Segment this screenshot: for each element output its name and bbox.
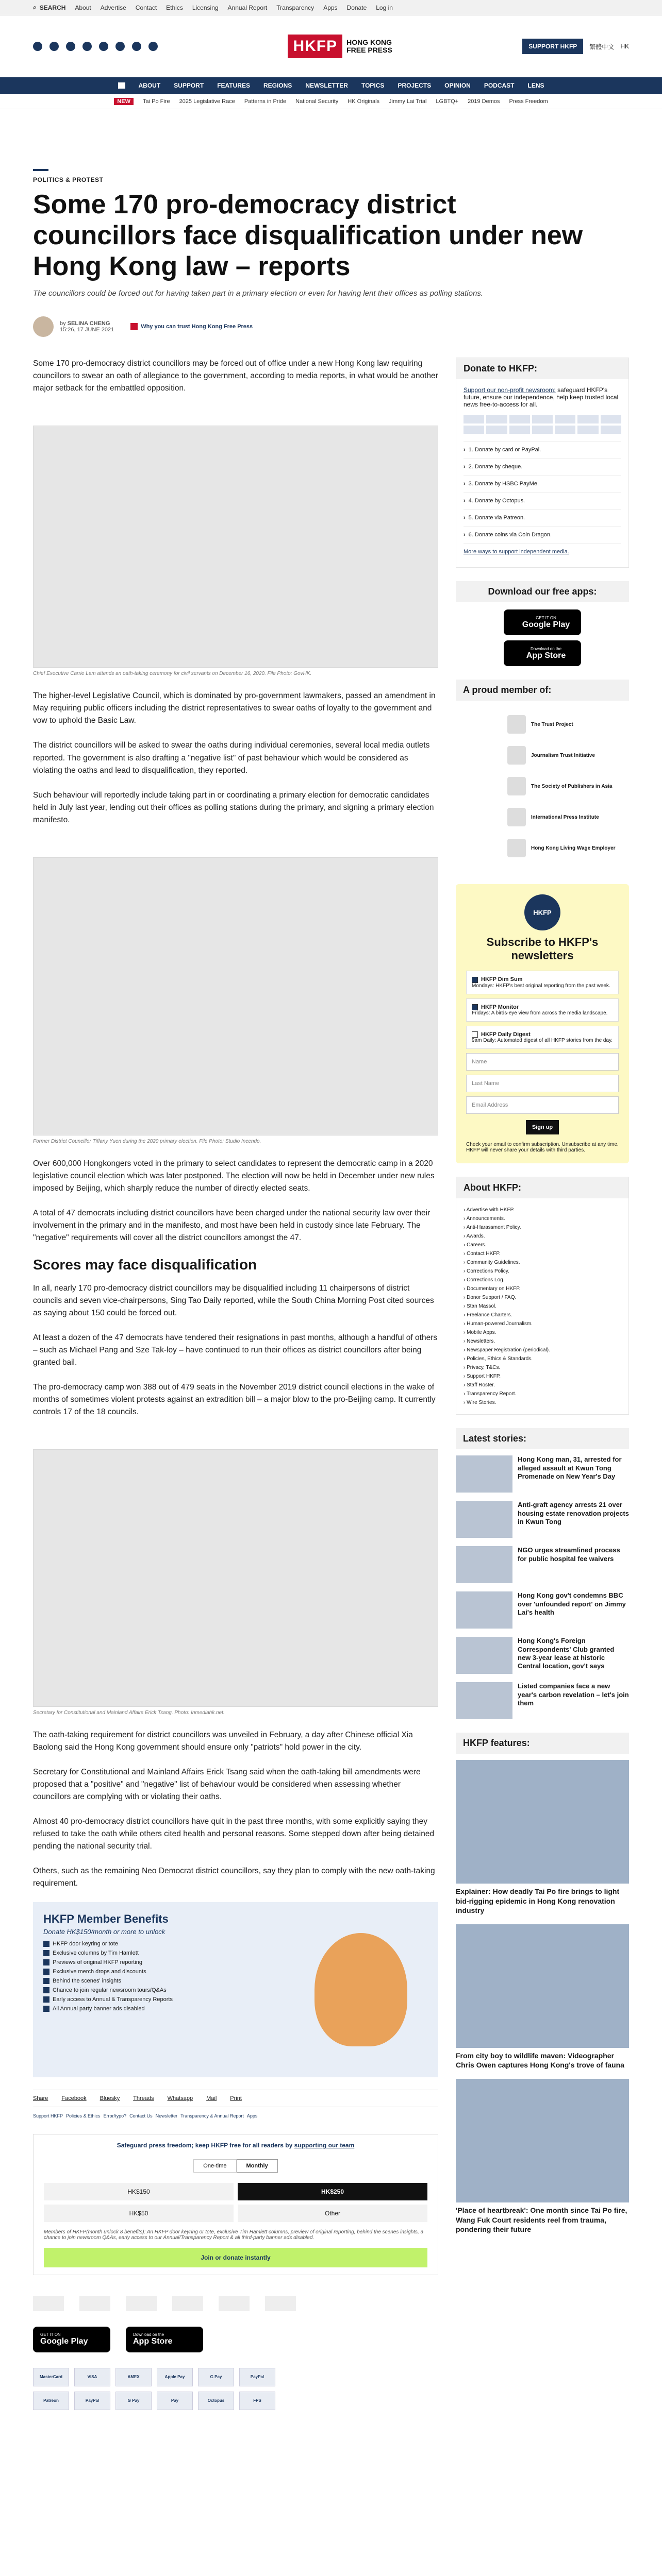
share-link[interactable]: Threads xyxy=(133,2095,154,2102)
google-play-button[interactable]: GET IT ON Google Play xyxy=(33,2327,110,2352)
footer-link[interactable]: Error/typo? xyxy=(103,2113,127,2119)
checkbox[interactable] xyxy=(472,1031,478,1038)
story-title: Listed companies face a new year's carbon revelation – let's join them xyxy=(518,1682,629,1707)
org-logo xyxy=(507,777,526,795)
payment-logos xyxy=(33,2368,280,2410)
photo-caption: Secretary for Constitutional and Mainland Affairs Erick Tsang. Photo: Inmediahk.net. xyxy=(33,1709,225,1716)
header-actions xyxy=(522,39,629,54)
payment-logo: FPS xyxy=(239,2392,275,2410)
nav-item[interactable]: TOPICS xyxy=(361,82,385,89)
feature-story[interactable] xyxy=(456,2079,629,2234)
telegram-icon[interactable] xyxy=(132,42,141,51)
checkbox[interactable] xyxy=(472,1004,478,1010)
story-title: Hong Kong gov't condemns BBC over 'unfounded report' on Jimmy Lai's health xyxy=(518,1591,626,1616)
org-name: Journalism Trust Initiative xyxy=(531,752,595,758)
benefit-label: HKFP door keyring or tote xyxy=(53,1940,118,1947)
utility-link[interactable]: Transparency xyxy=(276,4,315,11)
threads-icon[interactable] xyxy=(82,42,92,51)
photo-caption: Chief Executive Carrie Lam attends an oath-taking ceremony for civil servants on December 16, 2020. File Photo: GovHK. xyxy=(33,671,312,677)
story-thumbnail xyxy=(456,1501,512,1538)
amount-option[interactable]: Other xyxy=(238,2205,427,2222)
search-button[interactable]: ⌕ SEARCH xyxy=(33,4,66,11)
latest-story[interactable] xyxy=(456,1455,629,1493)
story-thumbnail xyxy=(456,1682,512,1719)
utility-links xyxy=(75,4,393,11)
member-logos xyxy=(33,2296,438,2311)
about-link[interactable]: › Mobile Apps. xyxy=(464,1328,621,1337)
nav-item[interactable]: PODCAST xyxy=(484,82,515,89)
top-utility-bar xyxy=(0,0,662,15)
more-ways-link[interactable]: More ways to support independent media. xyxy=(464,549,569,555)
amount-option[interactable]: HK$250 xyxy=(238,2183,427,2200)
utility-link[interactable]: Ethics xyxy=(166,4,183,11)
last-name-field[interactable]: Last Name xyxy=(466,1075,619,1092)
language-switch[interactable]: 繁體中文 xyxy=(589,43,615,50)
author-name[interactable]: SELINA CHENG xyxy=(67,320,110,327)
utility-link[interactable]: Log in xyxy=(376,4,393,11)
share-bar xyxy=(33,2090,438,2107)
author-avatar xyxy=(33,316,54,337)
donate-option[interactable]: › 2. Donate by cheque. xyxy=(464,459,621,476)
article-footer-links xyxy=(33,2113,438,2119)
about-link[interactable]: › Contact HKFP. xyxy=(464,1249,621,1258)
newsletter-option[interactable] xyxy=(466,1026,619,1049)
donate-option[interactable]: › 3. Donate by HSBC PayMe. xyxy=(464,476,621,493)
about-link[interactable]: › Privacy, T&Cs. xyxy=(464,1363,621,1372)
payment-card-icons xyxy=(464,415,621,434)
feature-image xyxy=(456,1924,629,2048)
org-name: International Press Institute xyxy=(531,814,599,820)
benefit-label: Early access to Annual & Transparency Reports xyxy=(53,1996,173,2003)
nav-item[interactable]: REGIONS xyxy=(263,82,292,89)
amount-option[interactable]: HK$50 xyxy=(44,2205,234,2222)
amount-options xyxy=(44,2183,427,2222)
google-play-button[interactable]: GET IT ON Google Play xyxy=(504,609,581,635)
newsletter-name: HKFP Monitor xyxy=(481,1004,519,1010)
about-hkfp: About HKFP: › Advertise with HKFP. › Announcements. › Anti-Harassment Policy. › Awards. › Careers. › Contact HKFP. › Community Guidelines. › Corrections Policy. › Corrections Log. › Documentary on HKFP. › Donor Support / FAQ. › Stan Massol. › Freelance Charters. › Human-powered Journalism. › Mobile Apps. › Newsletters. › Newspaper Registration (periodical). › Policies, Ethics & Standards. › Privacy, T&Cs. › Support HKFP. › Staff Roster. › Transparency Report. › Wire Stories. xyxy=(456,1177,629,1415)
trending-link[interactable]: HK Originals xyxy=(347,98,380,105)
trending-link[interactable]: 2019 Demos xyxy=(468,98,500,105)
share-link[interactable]: Bluesky xyxy=(100,2095,120,2102)
category-bar xyxy=(33,169,48,171)
donate-widget: Safeguard press freedom; keep HKFP free for all readers by supporting our team One-time Monthly HK$150 HK$250 HK$50 Other Members of HKFP(month unlock 8 benefits): An HKFP door keyring or tote, exclusive Tim Hamlett columns, preview of original reporting, behind the scenes insights, a chance to join newsroom Q&As, early access to our Annual/Transparency Report & all third-party banner ads disabled. Join or donate instantly xyxy=(33,2134,438,2275)
check-icon xyxy=(43,1978,49,1984)
article-photo xyxy=(33,857,438,1136)
donate-option[interactable]: › 4. Donate by Octopus. xyxy=(464,493,621,510)
newsletter-name: HKFP Dim Sum xyxy=(481,976,523,983)
utility-link[interactable]: Contact xyxy=(135,4,157,11)
check-icon xyxy=(43,2006,49,2012)
payment-logo: G Pay xyxy=(115,2392,152,2410)
footer-link[interactable]: Apps xyxy=(246,2113,258,2119)
benefit-list xyxy=(43,1941,294,2012)
feature-title: 'Place of heartbreak': One month since Tai Po fire, Wang Fuk Court residents reel from trauma, pondering their future xyxy=(456,2206,627,2233)
home-icon[interactable] xyxy=(118,82,125,89)
site-header xyxy=(0,15,662,77)
article-title: Some 170 pro-democracy district councillors face disqualification under new Hong Kong law – reports xyxy=(33,190,583,281)
nav-item[interactable]: FEATURES xyxy=(217,82,250,89)
org-logo xyxy=(507,839,526,857)
benefit-label: Exclusive columns by Tim Hamlett xyxy=(53,1950,139,1956)
support-hkfp-button[interactable]: SUPPORT HKFP xyxy=(522,39,583,54)
member-org[interactable] xyxy=(456,740,629,771)
check-icon xyxy=(43,1996,49,2003)
payment-logo: PayPal xyxy=(74,2392,110,2410)
benefit-label: Behind the scenes' insights xyxy=(53,1977,121,1984)
org-logo xyxy=(507,808,526,826)
article-photo xyxy=(33,426,438,668)
payment-logo: Pay xyxy=(157,2392,193,2410)
sidebar-apps: Download our free apps: GET IT ON Google Play Download on the App Store xyxy=(456,581,629,666)
story-thumbnail xyxy=(456,1546,512,1583)
benefit-item xyxy=(43,1950,294,1956)
email-field[interactable]: Email Address xyxy=(466,1096,619,1114)
youtube-icon[interactable] xyxy=(99,42,108,51)
benefit-label: Previews of original HKFP reporting xyxy=(53,1959,143,1965)
article-subtitle: The councillors could be forced out for having taken part in a primary election or even for having lent their offices as polling stations. xyxy=(33,289,483,298)
latest-story[interactable] xyxy=(456,1546,629,1583)
story-title: Hong Kong's Foreign Correspondents' Club granted new 3-year lease at historic Central location, gov't says xyxy=(518,1637,615,1670)
about-link[interactable]: › Freelance Charters. xyxy=(464,1311,621,1319)
about-link[interactable]: › Wire Stories. xyxy=(464,1398,621,1407)
footer-link[interactable]: Transparency & Annual Report xyxy=(180,2113,244,2119)
utility-link[interactable]: About xyxy=(75,4,91,11)
support-team-link[interactable]: supporting our team xyxy=(294,2141,355,2149)
about-link[interactable]: › Support HKFP. xyxy=(464,1372,621,1381)
benefit-item xyxy=(43,1959,294,1965)
about-link[interactable]: › Awards. xyxy=(464,1232,621,1241)
about-link[interactable]: › Staff Roster. xyxy=(464,1381,621,1389)
newsletter-option[interactable] xyxy=(466,971,619,994)
org-logo xyxy=(507,746,526,765)
edition-label[interactable]: HK xyxy=(620,43,629,50)
photo-caption: Former District Councillor Tiffany Yuen during the 2020 primary election. File Photo: Studio Incendo. xyxy=(33,1138,261,1144)
donate-option[interactable]: › 1. Donate by card or PayPal. xyxy=(464,442,621,459)
utility-link[interactable]: Apps xyxy=(323,4,338,11)
about-link[interactable]: › Announcements. xyxy=(464,1214,621,1223)
support-newsroom-link[interactable]: Support our non-profit newsroom: xyxy=(464,386,556,394)
about-link[interactable]: › Newsletters. xyxy=(464,1337,621,1346)
utility-link[interactable]: Advertise xyxy=(100,4,126,11)
org-name: Hong Kong Living Wage Employer xyxy=(531,845,616,851)
about-link[interactable]: › Human-powered Journalism. xyxy=(464,1319,621,1328)
feature-title: From city boy to wildlife maven: Videographer Chris Owen captures Hong Kong's trove of fauna xyxy=(456,2052,624,2070)
feature-title: Explainer: How deadly Tai Po fire brings to light bid-rigging epidemic in Hong Kong renovation industry xyxy=(456,1887,620,1914)
article-category[interactable]: POLITICS & PROTEST xyxy=(33,176,104,183)
org-name: The Trust Project xyxy=(531,721,573,727)
about-link[interactable]: › Donor Support / FAQ. xyxy=(464,1293,621,1302)
trending-link[interactable]: Patterns in Pride xyxy=(244,98,287,105)
nav-item[interactable]: NEWSLETTER xyxy=(305,82,348,89)
newsletter-desc: Fridays: A birds-eye view from across the media landscape. xyxy=(472,1010,608,1016)
join-donate-button[interactable]: Join or donate instantly xyxy=(44,2248,427,2267)
publish-date: 15:26, 17 JUNE 2021 xyxy=(60,327,114,333)
feature-image xyxy=(456,1760,629,1884)
latest-story[interactable] xyxy=(456,1682,629,1719)
payment-logo: PayPal xyxy=(239,2368,275,2386)
story-title: Hong Kong man, 31, arrested for alleged assault at Kwun Tong Promenade on New Year's Day xyxy=(518,1455,622,1480)
benefit-label: All Annual party banner ads disabled xyxy=(53,2005,145,2012)
instagram-icon[interactable] xyxy=(66,42,75,51)
org-name: The Society of Publishers in Asia xyxy=(531,783,613,789)
story-thumbnail xyxy=(456,1455,512,1493)
trending-link[interactable]: LGBTQ+ xyxy=(436,98,459,105)
member-org[interactable] xyxy=(456,833,629,863)
nav-item[interactable]: ABOUT xyxy=(138,82,161,89)
facebook-icon[interactable] xyxy=(33,42,42,51)
share-link[interactable]: Whatsapp xyxy=(167,2095,193,2102)
main-nav xyxy=(0,77,662,94)
about-link[interactable]: › Corrections Log. xyxy=(464,1276,621,1284)
trending-link[interactable]: Press Freedom xyxy=(509,98,548,105)
share-link[interactable]: Facebook xyxy=(61,2095,87,2102)
sidebar-donate: Donate to HKFP: Support our non-profit newsroom: safeguard HKFP's future, ensure our independence, help keep trusted local news free-to-access for all. › 1. Donate by card or PayPal. › 2. Donate by cheque. › 3. Donate by HSBC PayMe. › 4. Donate by Octopus. › 5. Donate via Patreon. › 6. Donate coins via Coin Dragon. More ways to support independent media. xyxy=(456,358,629,568)
member-org[interactable] xyxy=(456,709,629,740)
payment-logo: AMEX xyxy=(115,2368,152,2386)
nav-item[interactable]: LENS xyxy=(527,82,544,89)
utility-link[interactable]: Licensing xyxy=(192,4,219,11)
x-icon[interactable] xyxy=(49,42,59,51)
story-title: NGO urges streamlined process for public hospital fee waivers xyxy=(518,1546,620,1563)
social-links xyxy=(33,42,158,51)
article-body: Some 170 pro-democracy district councillors may be forced out of office under a new Hong Kong law requiring councillors to swear an oath of allegiance to the government, according to media reports, in what would be another major setback for the embattled opposition. Chief Executive Carrie Lam attends an oath-taking ceremony for civil servants on December 16, 2020. File Photo: GovHK. The higher-level Legislative Council, which is dominated by pro-government lawmakers, passed an amendment in May requiring public officers including the district representatives to swear oaths of loyalty to the government and vow to uphold the Basic Law. The district councillors will be asked to swear the oaths during individual ceremonies, several local media outlets reported. The government is also drafting a "negative list" of past behaviour which would be considered as violating the oaths and lead to disqualification, they reported. Such behaviour will reportedly include taking part in or coordinating a primary election for democratic candidates held in July last year, lending out their offices as polling stations during the primary, and signing a primary election manifesto. Former District Councillor Tiffany Yuen during the 2020 primary election. File Photo: Studio Incendo. Over 600,000 Hongkongers voted in the primary to select candidates to represent the democratic camp in a 2020 legislative council election which was later postponed. The election will now be held in December under new rules imposed by Beijing, which sharply reduce the number of directly elected seats. A total of 47 democrats including district councillors have been charged under the national security law over their involvement in the primary and in the manifesto, and most have been held in custody since late February. The "negative" requirements will cover all the district councillors amongst the 47. Scores may face disqualification In all, nearly 170 pro-democracy district councillors may be disqualified including 11 chairpersons of district councils and seven vice-chairpersons, Sing Tao Daily reported, while the South China Morning Post cited sources as saying about 150 could be forced out. At least a dozen of the 47 democrats have tendered their resignations in past months, although a handful of others – such as Michael Pang and Sze Tak-loy – have continued to run their offices as district councillors after being granted bail. The pro-democracy camp won 388 out of 479 seats in the November 2019 district council elections in the wake of months of sometimes violent protests against an extradition bill – a major blow to the pro-Beijing camp. It currently controls 17 of the 18 councils. Secretary for Constitutional and Mainland Affairs Erick Tsang. Photo: Inmediahk.net. The oath-taking requirement for district councillors was unveiled in February, a day after Chinese official Xia Baolong said the Hong Kong government should ensure only "patriots" hold power in the city. Secretary for Constitutional and Mainland Affairs Erick Tsang said when the oath-taking bill amendments were proposed that a "positive" and "negative" list of behaviour would be considered when assessing whether councillors are complying with or violating their oaths. Almost 40 pro-democracy district councillors have quit in the past three months, with some explicitly saying they refused to take the oath while others cited health and personal reasons. Some stepped down after being detained pending the national security trial. Others, such as the remaining Neo Democrat district councillors, say they plan to comply with the new oath-taking requirement. HKFP Member Benefits Donate HK$150/month or more to unlock HKFP door keyring or tote Exclusive columns by Tim Hamlett Previews of original HKFP reporting Exclusive merch drops and discounts Behind the scenes' insights Chance to join regular newsroom tours/Q&As Early access to Annual & Transparency Reports All Annual party banner ads disabled Share Facebook Bluesky Threads Whatsapp Mail Print Support HKFP Policies & Ethics Error/typo? Contact Us Newsletter Transparency & Annual Report Apps Safeguard press freedom; keep HKFP free for all readers by supporting our team One-time Monthly HK$150 HK$250 HK$50 Other Members of HKFP(month unlock 8 benefits): An HKFP door keyring or tote, exclusive Tim Hamlett columns, preview of original reporting, behind the scenes insights, a chance to join newsroom Q&As, early access to our Annual/Transparency Report & all third-party banner ads disabled. Join or donate instantly GET IT ON Google Play Download on the App Store MasterCard VISA AMEX Apple Pay G Pay PayPal Patreon PayPal G Pay Pay Octopus FPS xyxy=(33,358,438,2410)
trending-link[interactable]: Tai Po Fire xyxy=(142,98,170,105)
latest-story[interactable] xyxy=(456,1591,629,1629)
check-icon xyxy=(43,1969,49,1975)
about-link[interactable]: › Advertise with HKFP. xyxy=(464,1206,621,1214)
about-link[interactable]: › Corrections Policy. xyxy=(464,1267,621,1276)
share-link[interactable]: Print xyxy=(230,2095,242,2102)
nav-item[interactable]: OPINION xyxy=(444,82,471,89)
site-logo[interactable]: HKFP HONG KONG FREE PRESS xyxy=(288,35,392,58)
new-badge: NEW xyxy=(114,98,134,105)
feature-story[interactable] xyxy=(456,1924,629,2070)
monthly-tab[interactable]: Monthly xyxy=(237,2159,278,2173)
about-link[interactable]: › Stan Massol. xyxy=(464,1302,621,1311)
story-title: Anti-graft agency arrests 21 over housing estate renovation projects in Kwun Tong xyxy=(518,1501,629,1526)
newsletter-name: HKFP Daily Digest xyxy=(481,1031,531,1038)
byline: by SELINA CHENG 15:26, 17 JUNE 2021 Why you can trust Hong Kong Free Press xyxy=(33,316,629,337)
newsletter-signup: HKFP Subscribe to HKFP's newsletters HKFP Dim Sum Mondays: HKFP's best original reporting from the past week. HKFP Monitor Fridays: A birds-eye view from across the media landscape. HKFP Daily Digest 9am Daily: Automated digest of all HKFP stories from the day. Name Last Name Email Address Sign up Check your email to confirm subscription. Unsubscribe at any time. HKFP will never share your details with third parties. xyxy=(456,884,629,1163)
app-store-button[interactable]: Download on the App Store xyxy=(126,2327,203,2352)
one-time-tab[interactable]: One-time xyxy=(193,2159,236,2173)
check-icon xyxy=(43,1987,49,1993)
payment-logo: VISA xyxy=(74,2368,110,2386)
footer-link[interactable]: Policies & Ethics xyxy=(66,2113,101,2119)
benefit-label: Chance to join regular newsroom tours/Q&As xyxy=(53,1987,167,1993)
latest-story[interactable] xyxy=(456,1637,629,1674)
hkfp-features: HKFP features: Explainer: How deadly Tai Po fire brings to light bid-rigging epidemic in Hong Kong renovation industry From city boy to wildlife maven: Videographer Chris Owen captures Hong Kong's trove of fauna 'Place of heartbreak': One month since Tai Po fire, Wang Fuk Court residents reel from trauma, pondering their future xyxy=(456,1733,629,2234)
footer-link[interactable]: Contact Us xyxy=(129,2113,153,2119)
shield-icon xyxy=(130,323,138,330)
email-icon[interactable] xyxy=(115,42,125,51)
trending-link[interactable]: National Security xyxy=(295,98,339,105)
footer-link[interactable]: Support HKFP xyxy=(33,2113,63,2119)
section-heading: Scores may face disqualification xyxy=(33,1256,257,1273)
payment-logo: Apple Pay xyxy=(157,2368,193,2386)
nav-item[interactable]: PROJECTS xyxy=(398,82,432,89)
mascot-illustration xyxy=(294,1912,428,2067)
story-thumbnail xyxy=(456,1591,512,1629)
proud-member: A proud member of: The Trust Project Journalism Trust Initiative The Society of Publishers in Asia International Press Institute Hong Kong Living Wage Employer xyxy=(456,680,629,863)
check-icon xyxy=(43,1950,49,1956)
newsletter-desc: 9am Daily: Automated digest of all HKFP stories from the day. xyxy=(472,1038,613,1044)
frequency-toggle xyxy=(44,2159,427,2173)
latest-stories: Latest stories: Hong Kong man, 31, arrested for alleged assault at Kwun Tong Promenade on New Year's Day Anti-graft agency arrests 21 over housing estate renovation projects in Kwun Tong NGO urges streamlined process for public hospital fee waivers Hong Kong gov't condemns BBC over 'unfounded report' on Jimmy Lai's health Hong Kong's Foreign Correspondents' Club granted new 3-year lease at historic Central location, gov't says Listed companies face a new year's carbon revelation – let's join them xyxy=(456,1428,629,1719)
donate-options xyxy=(464,441,621,544)
member-benefits-banner[interactable]: HKFP Member Benefits Donate HK$150/month or more to unlock HKFP door keyring or tote Exclusive columns by Tim Hamlett Previews of original HKFP reporting Exclusive merch drops and discounts Behind the scenes' insights Chance to join regular newsroom tours/Q&As Early access to Annual & Transparency Reports All Annual party banner ads disabled xyxy=(33,1902,438,2077)
about-link[interactable]: › Community Guidelines. xyxy=(464,1258,621,1267)
donate-option[interactable]: › 5. Donate via Patreon. xyxy=(464,510,621,527)
trending-link[interactable]: 2025 Legislative Race xyxy=(179,98,235,105)
about-link[interactable]: › Newspaper Registration (periodical). xyxy=(464,1346,621,1354)
whatsapp-icon[interactable] xyxy=(148,42,158,51)
about-link[interactable]: › Transparency Report. xyxy=(464,1389,621,1398)
utility-link[interactable]: Donate xyxy=(346,4,367,11)
trending-link[interactable]: Jimmy Lai Trial xyxy=(389,98,427,105)
payment-logo: MasterCard xyxy=(33,2368,69,2386)
app-store-button[interactable]: Download on the App Store xyxy=(504,640,581,666)
sign-up-button[interactable]: Sign up xyxy=(526,1120,559,1134)
about-link[interactable]: › Policies, Ethics & Standards. xyxy=(464,1354,621,1363)
payment-logo: Patreon xyxy=(33,2392,69,2410)
share-link[interactable]: Mail xyxy=(206,2095,217,2102)
payment-logo: Octopus xyxy=(198,2392,234,2410)
app-store-links xyxy=(33,2327,438,2352)
feature-image xyxy=(456,2079,629,2202)
check-icon xyxy=(43,1959,49,1965)
benefit-item xyxy=(43,1969,294,1975)
benefit-item xyxy=(43,1987,294,1993)
donate-option[interactable]: › 6. Donate coins via Coin Dragon. xyxy=(464,527,621,544)
check-icon xyxy=(43,1941,49,1947)
nav-item[interactable]: SUPPORT xyxy=(174,82,204,89)
payment-logo: G Pay xyxy=(198,2368,234,2386)
name-field[interactable]: Name xyxy=(466,1053,619,1071)
story-thumbnail xyxy=(456,1637,512,1674)
feature-story[interactable] xyxy=(456,1760,629,1915)
search-icon: ⌕ xyxy=(33,4,37,11)
member-org[interactable] xyxy=(456,771,629,802)
about-link[interactable]: › Careers. xyxy=(464,1241,621,1249)
benefit-item xyxy=(43,2006,294,2012)
benefit-label: Exclusive merch drops and discounts xyxy=(53,1968,146,1975)
newsletter-option[interactable] xyxy=(466,998,619,1022)
org-logo xyxy=(507,715,526,734)
article-photo xyxy=(33,1449,438,1707)
trending-bar xyxy=(0,94,662,109)
newsletter-desc: Mondays: HKFP's best original reporting from the past week. xyxy=(472,982,610,989)
member-org[interactable] xyxy=(456,802,629,833)
about-link[interactable]: › Anti-Harassment Policy. xyxy=(464,1223,621,1232)
checkbox[interactable] xyxy=(472,977,478,983)
hkfp-logo: HKFP xyxy=(524,894,560,930)
footer-link[interactable]: Newsletter xyxy=(155,2113,178,2119)
benefit-item xyxy=(43,1996,294,2003)
sidebar xyxy=(456,358,629,2410)
why-trust-link[interactable]: Why you can trust Hong Kong Free Press xyxy=(130,323,253,330)
latest-story[interactable] xyxy=(456,1501,629,1538)
benefit-item xyxy=(43,1941,294,1947)
share-link[interactable]: Share xyxy=(33,2095,48,2102)
utility-link[interactable]: Annual Report xyxy=(227,4,268,11)
benefit-item xyxy=(43,1978,294,1984)
amount-option[interactable]: HK$150 xyxy=(44,2183,234,2200)
about-link[interactable]: › Documentary on HKFP. xyxy=(464,1284,621,1293)
